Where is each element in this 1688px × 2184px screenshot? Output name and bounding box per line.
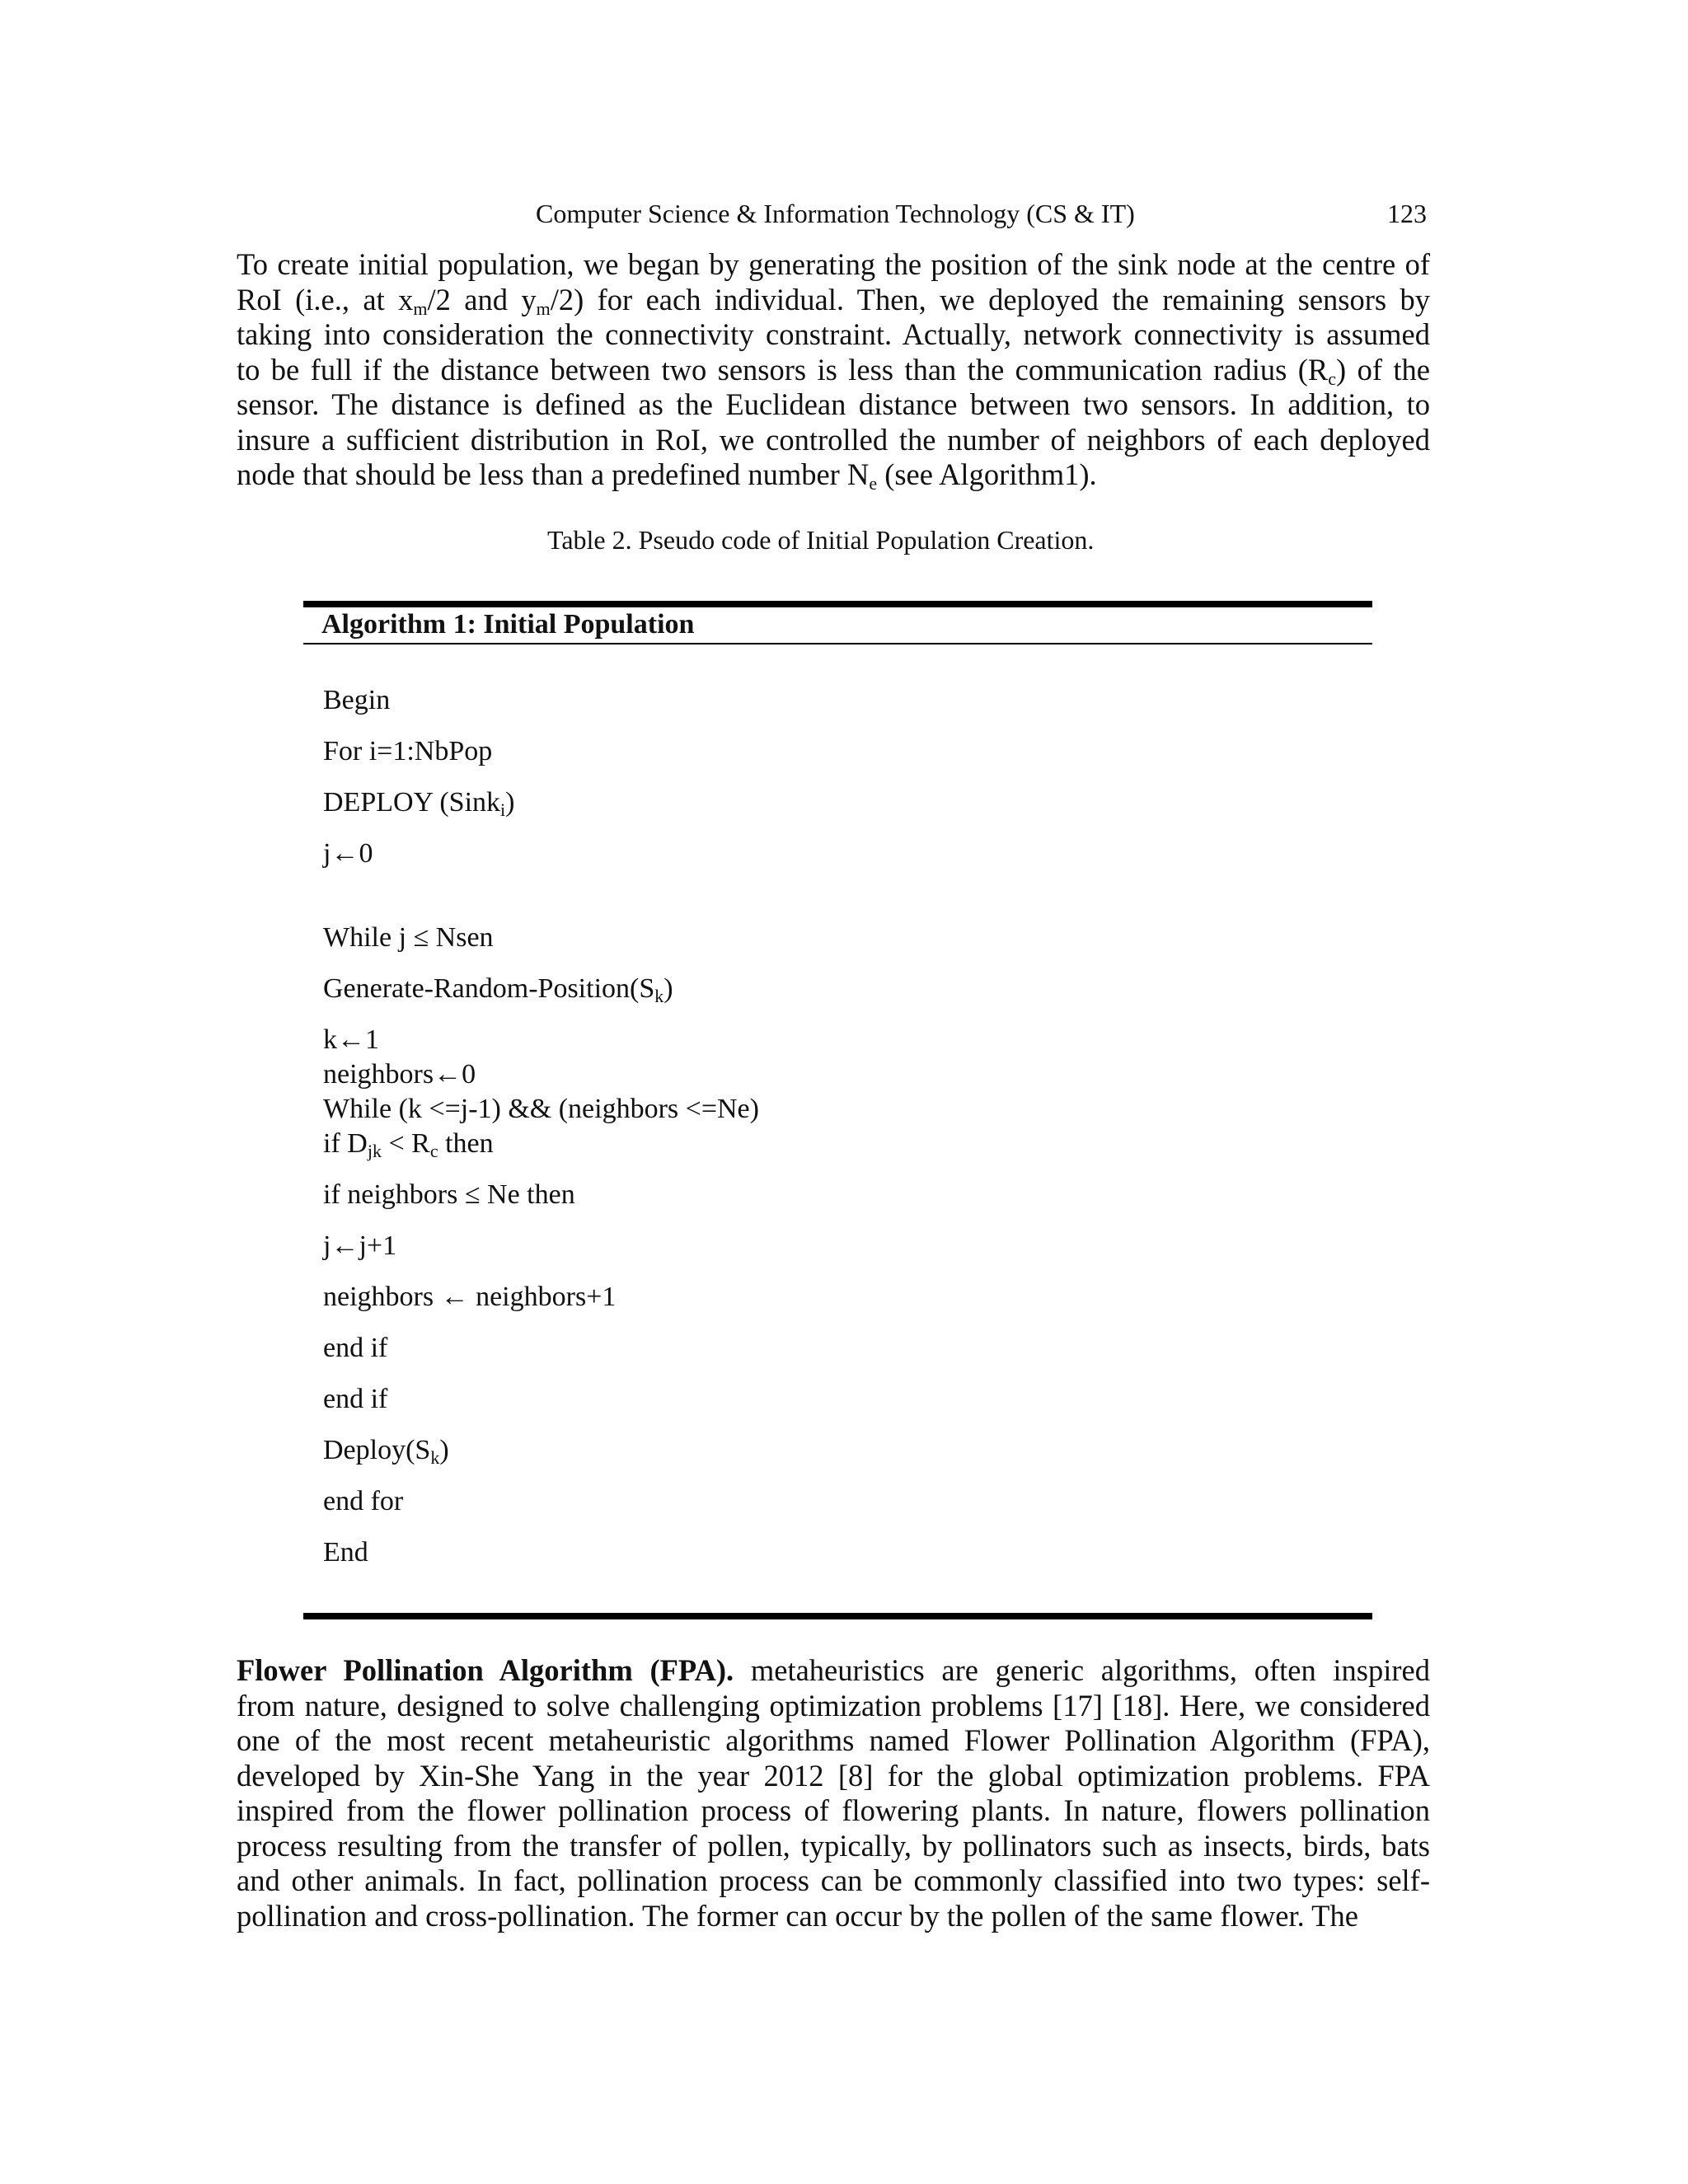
subscript: i: [500, 799, 506, 820]
text-line: [237, 423, 1430, 458]
page-header: [0, 194, 1688, 232]
page-number: 123: [1387, 199, 1427, 228]
algorithm-top-rule: [303, 601, 1372, 607]
algorithm-box: [303, 601, 1372, 1619]
algorithm-line: [323, 921, 494, 954]
text-run: developed by Xin-She Yang in the year 2012 [8] for the global optimization problems. FPA: [237, 1758, 1430, 1793]
text-run: Begin: [323, 685, 391, 715]
text-line: [237, 1689, 1430, 1724]
text-run: inspired from the flower pollination process of flowering plants. In nature, flowers pollination: [237, 1793, 1430, 1827]
text-line: [237, 1653, 1430, 1689]
algorithm-line: [323, 1383, 387, 1416]
text-line: [237, 353, 1430, 388]
text-line: [237, 1863, 1430, 1899]
text-run: neighbors ← neighbors+1: [323, 1282, 617, 1312]
text-run: and other animals. In fact, pollination process can be commonly classified into two types: self-: [237, 1863, 1430, 1897]
table-caption-text: Table 2. Pseudo code of Initial Population Creation.: [547, 525, 1095, 555]
text-run: RoI (i.e., at x: [237, 282, 414, 316]
text-line: [237, 317, 1430, 353]
algorithm-line: [323, 1332, 387, 1365]
algorithm-line: [323, 735, 492, 768]
algorithm-line: [323, 684, 390, 717]
algorithm-line: [323, 786, 514, 819]
text-run: While (k <=j-1) && (neighbors <=Ne): [323, 1094, 759, 1124]
algorithm-line: [323, 1485, 403, 1518]
text-run: j←j+1: [323, 1230, 397, 1261]
text-run: End: [323, 1537, 368, 1568]
text-run: metaheuristics are generic algorithms, often inspired: [734, 1653, 1430, 1687]
text-run: taking into consideration the connectivity constraint. Actually, network connectivity is assumed: [237, 317, 1430, 351]
paragraph-initial-population: [237, 247, 1430, 493]
text-run: if neighbors ≤ Ne then: [323, 1179, 575, 1210]
algorithm-line: [323, 1536, 368, 1569]
text-run: To create initial population, we began by generating the position of the sink node at the centre of: [237, 247, 1430, 281]
subscript: k: [430, 1447, 440, 1468]
algorithm-line: [323, 1093, 759, 1126]
run-in-heading: Flower Pollination Algorithm (FPA).: [237, 1653, 734, 1687]
algorithm-line: [323, 837, 373, 870]
algorithm-line: [323, 972, 673, 1005]
text-run: end if: [323, 1384, 388, 1414]
text-run: then: [438, 1128, 494, 1159]
subscript: jk: [367, 1141, 382, 1161]
algorithm-header-rule: [303, 643, 1372, 644]
paragraph-flower-pollination: [237, 1653, 1430, 1933]
text-run: k←1: [323, 1024, 379, 1055]
subscript: c: [1328, 368, 1337, 389]
text-run: to be full if the distance between two sensors is less than the communication radius (R: [237, 352, 1329, 387]
subscript: m: [536, 298, 551, 319]
text-run: insure a sufficient distribution in RoI, we controlled the number of neighbors of each deployed: [237, 422, 1430, 457]
subscript: k: [654, 986, 664, 1006]
text-run: ) of the: [1336, 352, 1431, 387]
text-line: [237, 1793, 1430, 1829]
journal-title: Computer Science & Information Technology (CS & IT): [536, 199, 1135, 228]
text-run: While j ≤ Nsen: [323, 922, 494, 953]
text-run: neighbors←0: [323, 1059, 476, 1090]
text-line: [237, 1723, 1430, 1759]
text-run: end for: [323, 1486, 404, 1516]
text-run: sensor. The distance is defined as the Euclidean distance between two sensors. In addition, to: [237, 387, 1430, 421]
subscript: c: [429, 1141, 438, 1161]
text-line: [237, 387, 1430, 423]
text-run: j←0: [323, 838, 373, 869]
text-run: /2) for each individual. Then, we deployed the remaining sensors by: [550, 282, 1430, 316]
text-run: process resulting from the transfer of pollen, typically, by pollinators such as insects, birds, bats: [237, 1828, 1430, 1863]
text-line: [237, 1899, 1430, 1934]
text-run: < R: [381, 1128, 430, 1159]
algorithm-line: [323, 1127, 494, 1160]
text-run: DEPLOY (Sink: [323, 787, 501, 818]
text-line: [237, 283, 1430, 318]
subscript: m: [413, 298, 428, 319]
algorithm-line: [323, 1024, 379, 1057]
subscript: e: [869, 473, 878, 494]
text-run: from nature, designed to solve challenging optimization problems [17] [18]. Here, we considered: [237, 1688, 1430, 1722]
text-run: /2 and y: [427, 282, 537, 316]
text-line: [237, 1759, 1430, 1794]
algorithm-line: [323, 1281, 616, 1314]
text-line: [237, 1829, 1430, 1864]
text-run: ): [663, 973, 673, 1004]
algorithm-title: Algorithm 1: Initial Population: [321, 609, 695, 640]
text-run: Generate-Random-Position(S: [323, 973, 655, 1004]
text-run: node that should be less than a predefined number N: [237, 457, 870, 491]
text-run: (see Algorithm1).: [877, 457, 1097, 491]
text-run: one of the most recent metaheuristic algorithms named Flower Pollination Algorithm (FPA),: [237, 1723, 1430, 1757]
text-line: [237, 457, 1430, 493]
text-line: [237, 247, 1430, 283]
text-run: pollination and cross-pollination. The former can occur by the pollen of the same flower. The: [237, 1898, 1358, 1933]
algorithm-line: [323, 1230, 396, 1263]
text-run: ): [505, 787, 515, 818]
text-run: For i=1:NbPop: [323, 736, 493, 766]
text-run: Deploy(S: [323, 1435, 431, 1465]
text-run: ): [439, 1435, 449, 1465]
text-run: end if: [323, 1333, 388, 1363]
algorithm-line: [323, 1179, 575, 1212]
algorithm-bottom-rule: [303, 1613, 1372, 1619]
algorithm-line: [323, 1058, 476, 1091]
algorithm-line: [323, 1434, 449, 1467]
text-run: if D: [323, 1128, 368, 1159]
